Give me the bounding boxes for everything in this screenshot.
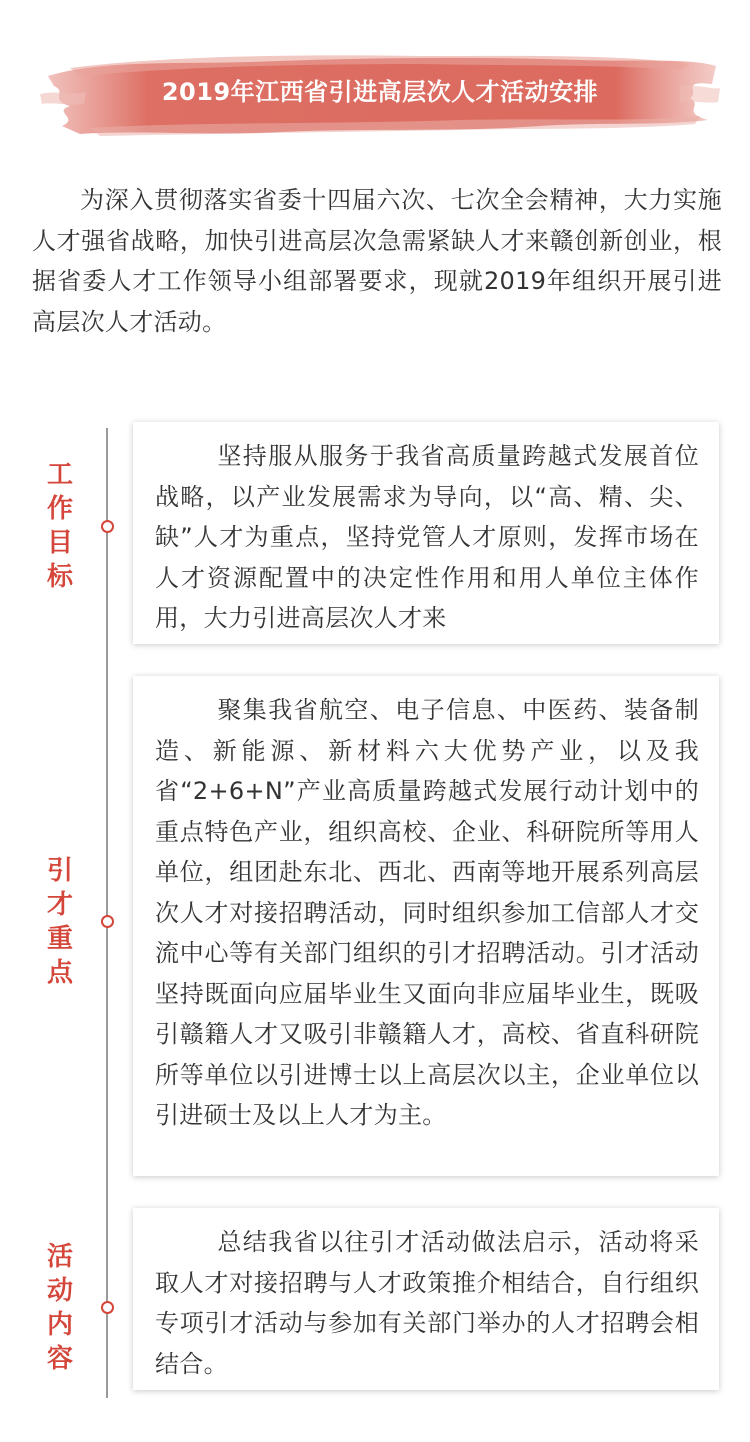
- section-text-work-goal: 坚持服从服务于我省高质量跨越式发展首位战略，以产业发展需求为导向，以“高、精、尖、缺”人才为重点，坚持党管人才原则，发挥市场在人才资源配置中的决定性作用和用人单位主体作用，大力引进高层次人才来: [155, 442, 699, 632]
- timeline-dot-3: [101, 1301, 114, 1314]
- timeline-line: [106, 428, 108, 1398]
- intro-paragraph: 为深入贯彻落实省委十四届六次、七次全会精神，大力实施人才强省战略，加快引进高层次急需紧缺人才来赣创新创业，根据省委人才工作领导小组部署要求，现就2019年组织开展引进高层次人才活动。: [32, 186, 722, 336]
- section-text-activity-content: 总结我省以往引才活动做法启示，活动将采取人才对接招聘与人才政策推介相结合，自行组织专项引才活动与参加有关部门举办的人才招聘会相结合。: [155, 1228, 699, 1378]
- section-card-activity-content: [133, 1208, 719, 1390]
- section-label-key-talent: 引才重点: [46, 856, 73, 988]
- banner-title: 2019年江西省引进高层次人才活动安排: [161, 78, 599, 106]
- section-text-key-talent: 聚集我省航空、电子信息、中医药、装备制造、新能源、新材料六大优势产业，以及我省“2+6+N”产业高质量跨越式发展行动计划中的重点特色产业，组织高校、企业、科研院所等用人单位，组团赴东北、西北、西南等地开展系列高层次人才对接招聘活动，同时组织参加工信部人才交流中心等有关部门组织的引才招聘活动。引才活动坚持既面向应届毕业生又面向非应届毕业生，既吸引赣籍人才又吸引非赣籍人才，高校、省直科研院所等单位以引进博士以上高层次以主，企业单位以引进硕士及以上人才为主。: [155, 696, 699, 1129]
- timeline-dot-2: [101, 915, 114, 928]
- section-label-activity-content: 活动内容: [46, 1242, 73, 1374]
- timeline-dot-1: [101, 520, 114, 533]
- title-banner: [40, 46, 720, 146]
- section-card-work-goal: [133, 422, 719, 644]
- section-label-work-goal: 工作目标: [46, 460, 73, 592]
- section-card-key-talent: [133, 676, 719, 1176]
